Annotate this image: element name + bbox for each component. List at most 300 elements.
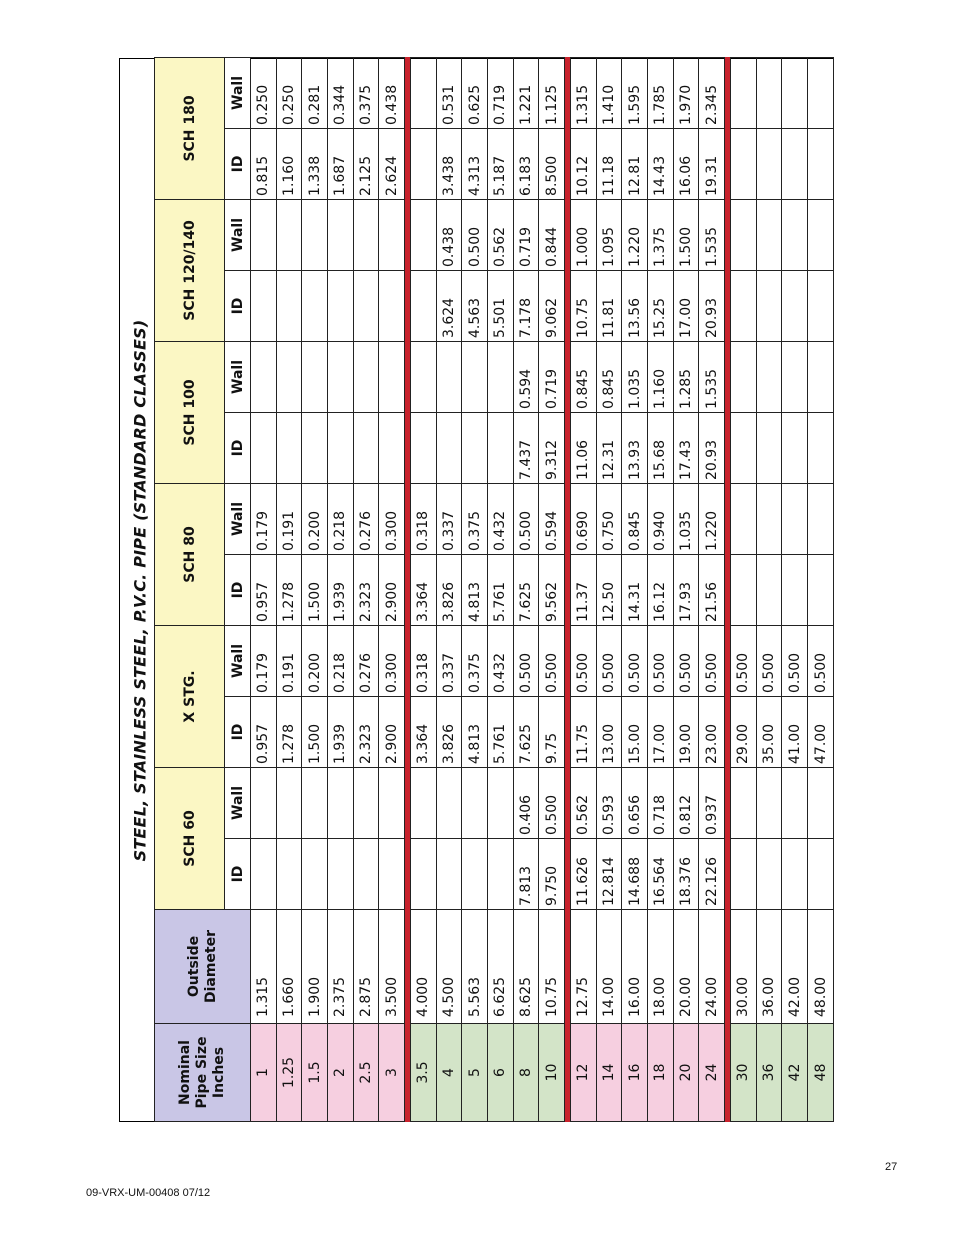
wall-cell-s120: 1.000 — [571, 199, 597, 270]
table-row — [699, 57, 725, 1121]
wall-cell-s180 — [782, 57, 808, 128]
header-id: ID — [225, 413, 251, 484]
id-cell-s80 — [808, 555, 834, 626]
wall-cell-s80: 0.375 — [462, 484, 488, 555]
nominal-size-cell: 2.5 — [353, 1024, 379, 1122]
id-cell-s80 — [782, 555, 808, 626]
table-row — [539, 57, 565, 1121]
wall-cell-s80: 0.594 — [539, 484, 565, 555]
wall-cell-s180: 1.125 — [539, 57, 565, 128]
id-cell-s120 — [411, 270, 437, 341]
header-group-sch-120-140: SCH 120/140 — [155, 199, 225, 341]
id-cell-s80: 2.323 — [353, 555, 379, 626]
wall-cell-s180: 0.281 — [302, 57, 328, 128]
wall-cell-s60 — [411, 768, 437, 839]
id-cell-s60 — [302, 839, 328, 910]
wall-cell-s80: 1.220 — [699, 484, 725, 555]
wall-cell-s100 — [462, 341, 488, 412]
table-row — [782, 57, 808, 1121]
wall-cell-s180 — [808, 57, 834, 128]
wall-cell-s60 — [436, 768, 462, 839]
id-cell-xs: 3.826 — [436, 697, 462, 768]
id-cell-s180: 14.43 — [648, 128, 674, 199]
id-cell-xs: 23.00 — [699, 697, 725, 768]
id-cell-s60 — [379, 839, 405, 910]
id-cell-s180: 0.815 — [251, 128, 277, 199]
id-cell-s120: 7.178 — [513, 270, 539, 341]
id-cell-s80: 14.31 — [622, 555, 648, 626]
wall-cell-xs: 0.500 — [731, 626, 757, 697]
wall-cell-s60: 0.406 — [513, 768, 539, 839]
id-cell-s80: 7.625 — [513, 555, 539, 626]
id-cell-s120: 15.25 — [648, 270, 674, 341]
wall-cell-s80 — [756, 484, 782, 555]
wall-cell-xs: 0.191 — [276, 626, 302, 697]
table-row — [353, 57, 379, 1121]
id-cell-s80: 1.278 — [276, 555, 302, 626]
id-cell-s60 — [462, 839, 488, 910]
id-cell-xs: 29.00 — [731, 697, 757, 768]
wall-cell-xs: 0.500 — [699, 626, 725, 697]
id-cell-s80: 5.761 — [488, 555, 514, 626]
wall-cell-s80: 0.318 — [411, 484, 437, 555]
wall-cell-xs: 0.500 — [596, 626, 622, 697]
table-row — [379, 57, 405, 1121]
wall-cell-s80 — [808, 484, 834, 555]
id-cell-s100 — [808, 413, 834, 484]
wall-cell-xs: 0.200 — [302, 626, 328, 697]
wall-cell-s60 — [251, 768, 277, 839]
id-cell-s120 — [328, 270, 354, 341]
wall-cell-s120 — [276, 199, 302, 270]
outside-diameter-cell: 8.625 — [513, 910, 539, 1024]
wall-cell-s120: 0.500 — [462, 199, 488, 270]
wall-cell-s100: 1.035 — [622, 341, 648, 412]
outside-diameter-cell: 10.75 — [539, 910, 565, 1024]
wall-cell-s120: 1.535 — [699, 199, 725, 270]
nominal-size-cell: 4 — [436, 1024, 462, 1122]
wall-cell-s180: 0.719 — [488, 57, 514, 128]
wall-cell-s120 — [731, 199, 757, 270]
id-cell-s100: 7.437 — [513, 413, 539, 484]
id-cell-s180: 3.438 — [436, 128, 462, 199]
header-id: ID — [225, 270, 251, 341]
id-cell-s60: 22.126 — [699, 839, 725, 910]
wall-cell-s60 — [462, 768, 488, 839]
id-cell-xs: 2.323 — [353, 697, 379, 768]
outside-diameter-cell: 30.00 — [731, 910, 757, 1024]
wall-cell-xs: 0.500 — [622, 626, 648, 697]
id-cell-s180: 4.313 — [462, 128, 488, 199]
wall-cell-xs: 0.500 — [808, 626, 834, 697]
header-outside-diameter: Outside Diameter — [155, 910, 251, 1024]
id-cell-s60: 12.814 — [596, 839, 622, 910]
id-cell-s80: 2.900 — [379, 555, 405, 626]
id-cell-s60 — [782, 839, 808, 910]
table-row — [302, 57, 328, 1121]
page-number: 27 — [885, 1161, 898, 1173]
outside-diameter-cell: 6.625 — [488, 910, 514, 1024]
wall-cell-s60 — [782, 768, 808, 839]
id-cell-s180: 2.125 — [353, 128, 379, 199]
id-cell-xs: 5.761 — [488, 697, 514, 768]
outside-diameter-cell: 2.375 — [328, 910, 354, 1024]
id-cell-s60 — [731, 839, 757, 910]
table-row — [648, 57, 674, 1121]
wall-cell-s60 — [276, 768, 302, 839]
wall-cell-s100 — [328, 341, 354, 412]
wall-cell-s100: 1.160 — [648, 341, 674, 412]
id-cell-s80: 3.364 — [411, 555, 437, 626]
wall-cell-s180: 1.970 — [673, 57, 699, 128]
wall-cell-s180: 1.785 — [648, 57, 674, 128]
outside-diameter-cell: 20.00 — [673, 910, 699, 1024]
id-cell-s80 — [756, 555, 782, 626]
table-row — [328, 57, 354, 1121]
id-cell-xs: 19.00 — [673, 697, 699, 768]
wall-cell-s60 — [328, 768, 354, 839]
id-cell-s100: 15.68 — [648, 413, 674, 484]
id-cell-xs: 7.625 — [513, 697, 539, 768]
wall-cell-s80: 0.337 — [436, 484, 462, 555]
wall-cell-s120: 0.844 — [539, 199, 565, 270]
id-cell-s100 — [328, 413, 354, 484]
id-cell-xs: 17.00 — [648, 697, 674, 768]
table-row — [808, 57, 834, 1121]
id-cell-s80: 16.12 — [648, 555, 674, 626]
id-cell-s180: 1.338 — [302, 128, 328, 199]
table-title-text: STEEL, STAINLESS STEEL, P.V.C. PIPE (STANDARD CLASSES) — [130, 319, 150, 861]
nominal-size-cell: 16 — [622, 1024, 648, 1122]
id-cell-s100 — [462, 413, 488, 484]
wall-cell-s80: 0.179 — [251, 484, 277, 555]
id-cell-s80: 12.50 — [596, 555, 622, 626]
wall-cell-s180: 2.345 — [699, 57, 725, 128]
id-cell-s180: 5.187 — [488, 128, 514, 199]
outside-diameter-cell: 3.500 — [379, 910, 405, 1024]
id-cell-s60: 16.564 — [648, 839, 674, 910]
wall-cell-s120: 0.438 — [436, 199, 462, 270]
id-cell-s60: 9.750 — [539, 839, 565, 910]
id-cell-s100 — [488, 413, 514, 484]
id-cell-s180: 6.183 — [513, 128, 539, 199]
header-group-sch-100: SCH 100 — [155, 341, 225, 483]
wall-cell-xs: 0.500 — [756, 626, 782, 697]
wall-cell-s60 — [379, 768, 405, 839]
header-id: ID — [225, 697, 251, 768]
id-cell-s100 — [731, 413, 757, 484]
id-cell-s120: 20.93 — [699, 270, 725, 341]
wall-cell-s120 — [302, 199, 328, 270]
wall-cell-s100 — [731, 341, 757, 412]
nominal-size-cell: 48 — [808, 1024, 834, 1122]
wall-cell-s80: 0.432 — [488, 484, 514, 555]
wall-cell-s120 — [328, 199, 354, 270]
header-wall: Wall — [225, 341, 251, 412]
id-cell-s60: 18.376 — [673, 839, 699, 910]
header-wall: Wall — [225, 484, 251, 555]
wall-cell-s120: 0.719 — [513, 199, 539, 270]
id-cell-s60: 11.626 — [571, 839, 597, 910]
wall-cell-s100 — [782, 341, 808, 412]
id-cell-s120: 11.81 — [596, 270, 622, 341]
wall-cell-s100: 0.594 — [513, 341, 539, 412]
outside-diameter-cell: 18.00 — [648, 910, 674, 1024]
table-row — [462, 57, 488, 1121]
id-cell-xs: 41.00 — [782, 697, 808, 768]
wall-cell-xs: 0.500 — [539, 626, 565, 697]
wall-cell-s100: 1.285 — [673, 341, 699, 412]
header-id: ID — [225, 555, 251, 626]
document-code: 09-VRX-UM-00408 07/12 — [86, 1187, 211, 1199]
id-cell-xs: 1.939 — [328, 697, 354, 768]
header-id: ID — [225, 128, 251, 199]
wall-cell-s80: 0.750 — [596, 484, 622, 555]
id-cell-xs: 1.278 — [276, 697, 302, 768]
id-cell-s180: 16.06 — [673, 128, 699, 199]
wall-cell-xs: 0.375 — [462, 626, 488, 697]
wall-cell-s100: 0.845 — [596, 341, 622, 412]
id-cell-s100: 12.31 — [596, 413, 622, 484]
nominal-size-cell: 6 — [488, 1024, 514, 1122]
wall-cell-s60: 0.500 — [539, 768, 565, 839]
wall-cell-s180: 1.221 — [513, 57, 539, 128]
id-cell-s60 — [808, 839, 834, 910]
wall-cell-xs: 0.179 — [251, 626, 277, 697]
wall-cell-s120 — [251, 199, 277, 270]
id-cell-xs: 2.900 — [379, 697, 405, 768]
wall-cell-s120: 1.220 — [622, 199, 648, 270]
id-cell-s100 — [756, 413, 782, 484]
wall-cell-xs: 0.500 — [513, 626, 539, 697]
nominal-size-cell: 18 — [648, 1024, 674, 1122]
id-cell-s100 — [379, 413, 405, 484]
wall-cell-xs: 0.318 — [411, 626, 437, 697]
wall-cell-s60 — [488, 768, 514, 839]
wall-cell-s80 — [782, 484, 808, 555]
id-cell-s180: 1.160 — [276, 128, 302, 199]
id-cell-s120 — [808, 270, 834, 341]
header-wall: Wall — [225, 199, 251, 270]
id-cell-s120 — [782, 270, 808, 341]
wall-cell-xs: 0.500 — [782, 626, 808, 697]
id-cell-s100 — [276, 413, 302, 484]
id-cell-s180 — [782, 128, 808, 199]
wall-cell-xs: 0.300 — [379, 626, 405, 697]
header-group-x-stg-: X STG. — [155, 626, 225, 768]
wall-cell-s60 — [808, 768, 834, 839]
outside-diameter-cell: 48.00 — [808, 910, 834, 1024]
wall-cell-s60 — [756, 768, 782, 839]
id-cell-s60 — [756, 839, 782, 910]
id-cell-xs: 9.75 — [539, 697, 565, 768]
table-row — [596, 57, 622, 1121]
id-cell-s100: 9.312 — [539, 413, 565, 484]
wall-cell-s180 — [731, 57, 757, 128]
id-cell-s180 — [731, 128, 757, 199]
pipe-table — [154, 57, 834, 1122]
wall-cell-s180: 1.595 — [622, 57, 648, 128]
wall-cell-s100 — [411, 341, 437, 412]
table-row — [673, 57, 699, 1121]
wall-cell-s180: 1.410 — [596, 57, 622, 128]
outside-diameter-cell: 24.00 — [699, 910, 725, 1024]
nominal-size-cell: 8 — [513, 1024, 539, 1122]
outside-diameter-cell: 12.75 — [571, 910, 597, 1024]
nominal-size-cell: 24 — [699, 1024, 725, 1122]
header-group-sch-180: SCH 180 — [155, 57, 225, 199]
wall-cell-s60 — [353, 768, 379, 839]
id-cell-s120 — [731, 270, 757, 341]
id-cell-xs: 13.00 — [596, 697, 622, 768]
wall-cell-s100 — [379, 341, 405, 412]
wall-cell-s120: 1.500 — [673, 199, 699, 270]
wall-cell-s80: 0.218 — [328, 484, 354, 555]
id-cell-s120: 9.062 — [539, 270, 565, 341]
wall-cell-s180: 0.250 — [276, 57, 302, 128]
wall-cell-s100 — [756, 341, 782, 412]
wall-cell-s80: 1.035 — [673, 484, 699, 555]
header-wall: Wall — [225, 57, 251, 128]
id-cell-s120 — [276, 270, 302, 341]
id-cell-s60: 14.688 — [622, 839, 648, 910]
id-cell-xs: 1.500 — [302, 697, 328, 768]
wall-cell-xs: 0.276 — [353, 626, 379, 697]
wall-cell-s60 — [302, 768, 328, 839]
wall-cell-s180: 0.375 — [353, 57, 379, 128]
wall-cell-s180 — [756, 57, 782, 128]
wall-cell-s120 — [353, 199, 379, 270]
id-cell-s180 — [756, 128, 782, 199]
id-cell-s120: 4.563 — [462, 270, 488, 341]
table-row — [436, 57, 462, 1121]
id-cell-xs: 11.75 — [571, 697, 597, 768]
wall-cell-s60: 0.937 — [699, 768, 725, 839]
id-cell-s60 — [353, 839, 379, 910]
id-cell-s60 — [276, 839, 302, 910]
table-row — [513, 57, 539, 1121]
wall-cell-s180: 0.344 — [328, 57, 354, 128]
nominal-size-cell: 14 — [596, 1024, 622, 1122]
nominal-size-cell: 1.25 — [276, 1024, 302, 1122]
wall-cell-s60: 0.593 — [596, 768, 622, 839]
outside-diameter-cell: 4.000 — [411, 910, 437, 1024]
id-cell-s80: 4.813 — [462, 555, 488, 626]
wall-cell-s100: 1.535 — [699, 341, 725, 412]
table-row — [622, 57, 648, 1121]
id-cell-xs: 0.957 — [251, 697, 277, 768]
nominal-size-cell: 10 — [539, 1024, 565, 1122]
wall-cell-s120 — [379, 199, 405, 270]
id-cell-s100 — [251, 413, 277, 484]
id-cell-s100 — [302, 413, 328, 484]
id-cell-s120 — [353, 270, 379, 341]
nominal-size-cell: 20 — [673, 1024, 699, 1122]
wall-cell-xs: 0.218 — [328, 626, 354, 697]
id-cell-s80: 3.826 — [436, 555, 462, 626]
table-title — [122, 58, 158, 1122]
id-cell-s100 — [411, 413, 437, 484]
outside-diameter-cell: 14.00 — [596, 910, 622, 1024]
id-cell-s120 — [379, 270, 405, 341]
header-group-sch-60: SCH 60 — [155, 768, 225, 910]
outside-diameter-cell: 1.900 — [302, 910, 328, 1024]
wall-cell-s60 — [731, 768, 757, 839]
wall-cell-s100: 0.845 — [571, 341, 597, 412]
id-cell-s120: 3.624 — [436, 270, 462, 341]
id-cell-s60 — [436, 839, 462, 910]
id-cell-s100 — [782, 413, 808, 484]
id-cell-s120 — [756, 270, 782, 341]
wall-cell-s180: 0.531 — [436, 57, 462, 128]
wall-cell-s80: 0.200 — [302, 484, 328, 555]
table-row — [488, 57, 514, 1121]
outside-diameter-cell: 42.00 — [782, 910, 808, 1024]
header-id: ID — [225, 839, 251, 910]
wall-cell-s100 — [488, 341, 514, 412]
wall-cell-s180: 0.250 — [251, 57, 277, 128]
outside-diameter-cell: 36.00 — [756, 910, 782, 1024]
id-cell-s100: 20.93 — [699, 413, 725, 484]
nominal-size-cell: 12 — [571, 1024, 597, 1122]
id-cell-s80: 21.56 — [699, 555, 725, 626]
id-cell-s60 — [411, 839, 437, 910]
id-cell-s180: 2.624 — [379, 128, 405, 199]
id-cell-s80 — [731, 555, 757, 626]
wall-cell-s180: 1.315 — [571, 57, 597, 128]
nominal-size-cell: 3.5 — [411, 1024, 437, 1122]
wall-cell-s100 — [302, 341, 328, 412]
wall-cell-s80: 0.845 — [622, 484, 648, 555]
wall-cell-s120: 1.095 — [596, 199, 622, 270]
id-cell-xs: 3.364 — [411, 697, 437, 768]
id-cell-s180: 19.31 — [699, 128, 725, 199]
header-nominal-pipe-size: Nominal Pipe Size Inches — [155, 1024, 251, 1122]
wall-cell-s100: 0.719 — [539, 341, 565, 412]
id-cell-s120: 13.56 — [622, 270, 648, 341]
id-cell-s180 — [411, 128, 437, 199]
outside-diameter-cell: 1.315 — [251, 910, 277, 1024]
wall-cell-s80: 0.191 — [276, 484, 302, 555]
wall-cell-s120 — [808, 199, 834, 270]
id-cell-s120 — [251, 270, 277, 341]
id-cell-s120: 5.501 — [488, 270, 514, 341]
nominal-size-cell: 36 — [756, 1024, 782, 1122]
id-cell-xs: 35.00 — [756, 697, 782, 768]
wall-cell-s180 — [411, 57, 437, 128]
nominal-size-cell: 2 — [328, 1024, 354, 1122]
wall-cell-s100 — [808, 341, 834, 412]
id-cell-s180: 10.12 — [571, 128, 597, 199]
wall-cell-s120: 0.562 — [488, 199, 514, 270]
nominal-size-cell: 5 — [462, 1024, 488, 1122]
wall-cell-s60: 0.812 — [673, 768, 699, 839]
wall-cell-s60: 0.562 — [571, 768, 597, 839]
wall-cell-s120 — [411, 199, 437, 270]
wall-cell-s60: 0.656 — [622, 768, 648, 839]
wall-cell-s80: 0.690 — [571, 484, 597, 555]
wall-cell-s120: 1.375 — [648, 199, 674, 270]
table-row — [756, 57, 782, 1121]
id-cell-s180: 1.687 — [328, 128, 354, 199]
nominal-size-cell: 42 — [782, 1024, 808, 1122]
nominal-size-cell: 1.5 — [302, 1024, 328, 1122]
wall-cell-s120 — [782, 199, 808, 270]
wall-cell-xs: 0.337 — [436, 626, 462, 697]
wall-cell-xs: 0.432 — [488, 626, 514, 697]
id-cell-s100: 17.43 — [673, 413, 699, 484]
wall-cell-s80: 0.940 — [648, 484, 674, 555]
